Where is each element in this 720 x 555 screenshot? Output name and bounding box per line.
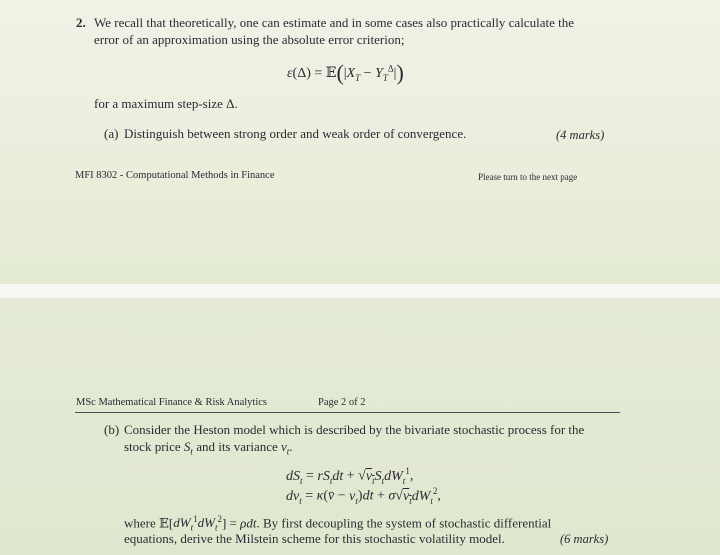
- heston-sde-price: $dS_t = rS_tdt + √v_tS_tdW_t^1$,: [286, 466, 414, 486]
- question-number: 2.: [76, 15, 86, 30]
- header-page-number: Page 2 of 2: [318, 397, 366, 408]
- part-a-label: (a): [104, 126, 119, 141]
- header-program: MSc Mathematical Finance & Risk Analytics: [76, 397, 268, 408]
- part-b-final-line: equations, derive the Milstein scheme for this stochastic volatility model.: [124, 531, 505, 546]
- correlation-line: where $𝔼[dW_t^1dW_t^2] = \rho dt$. By first decoupling the system of stochastic differential: [124, 514, 552, 533]
- part-b-marks: (6 marks): [560, 532, 609, 546]
- intro-line-1: We recall that theoretically, one can estimate and in some cases also practically calculate the: [94, 15, 574, 30]
- heston-sde-variance: $dv_t$ = κ(v̄ − $v_t)dt + \sigma√v_tdW_t^2$,: [286, 486, 441, 506]
- page-gap: [0, 284, 720, 298]
- step-size-line: for a maximum step-size Δ.: [94, 96, 238, 111]
- footer-turn-page: Please turn to the next page: [478, 172, 578, 182]
- part-b-line-2: stock price $S_t$ and its variance $v_t$.: [124, 439, 293, 457]
- exam-page-bottom: [0, 298, 720, 555]
- footer-course-code: MFI 8302 - Computational Methods in Finance: [75, 170, 275, 181]
- intro-line-2: error of an approximation using the absolute error criterion;: [94, 32, 405, 47]
- part-b-label: (b): [104, 422, 120, 437]
- header-rule: [75, 412, 620, 413]
- part-a-marks: (4 marks): [556, 128, 605, 142]
- part-b-line-1: Consider the Heston model which is described by the bivariate stochastic process for the: [124, 422, 585, 437]
- absolute-error-equation: $\varepsilon(\Delta) = 𝔼(|X_T - Y_T^\Delta|)$: [287, 60, 404, 85]
- part-a-question: Distinguish between strong order and weak order of convergence.: [124, 126, 467, 141]
